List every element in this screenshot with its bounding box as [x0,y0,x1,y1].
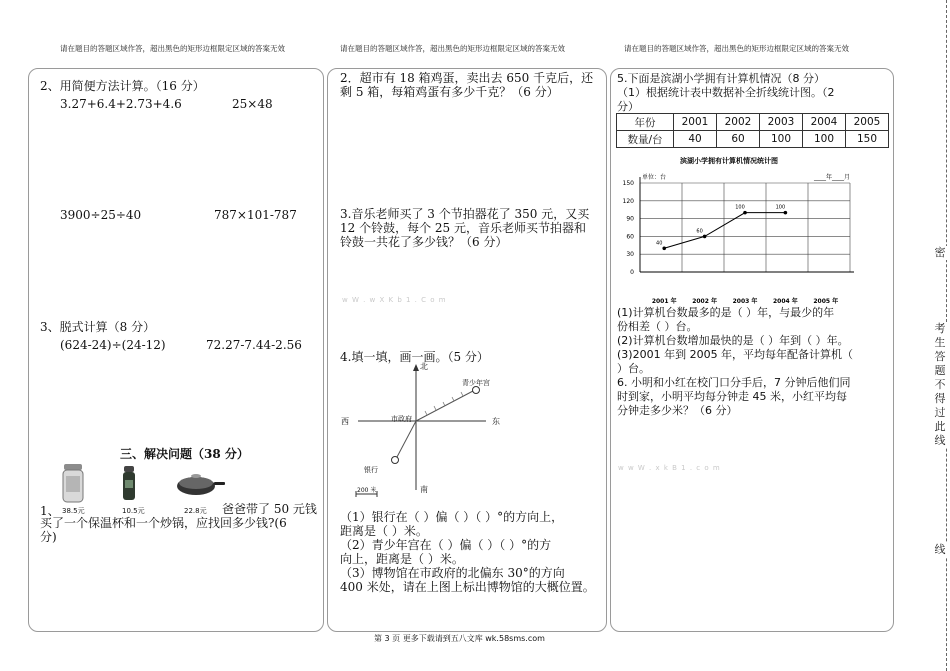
table-cell: 2003 [760,114,803,131]
chart-q1-line1: (1)计算机台数最多的是（ ）年，与最少的年 [617,306,835,319]
chart-q3-line1: (3)2001 年到 2005 年，平均每年配备计算机（ [617,348,854,361]
stats-table [616,113,889,148]
map-label-scale: 200 米 [357,487,377,494]
q3-expr-b: 72.27-7.44-2.56 [206,338,302,352]
chart-x-tick: 2005 年 [813,298,839,305]
chart-x-tick: 2002 年 [692,298,718,305]
chart-y-tick: 120 [622,197,634,205]
palace-ray [416,391,473,421]
p1-line3: 分) [40,530,57,544]
watermark-3: w w W . x k B 1 . c o m [618,464,721,472]
p2-line2: 剩 5 箱，每箱鸡蛋有多少千克？（6 分） [340,85,559,99]
price-thermos: 38.5元 [62,507,85,515]
chart-q1-line2: 份相差（ ）台。 [617,320,698,333]
watermark-2: w W . w X K b 1 . C o m [342,296,447,304]
bank-marker [392,457,399,464]
seal-text: 考生答题不得过此线 [934,322,946,447]
p5-title: 5.下面是滨湖小学拥有计算机情况（8 分） [617,72,825,85]
chart-title: 滨湖小学拥有计算机情况统计图 [680,157,778,165]
table-cell: 2004 [803,114,846,131]
header-note-1: 请在题目的答题区域作答，超出黑色的矩形边框限定区域的答案无效 [60,44,285,53]
map-label-east: 东 [492,417,500,426]
palace-ray-ticks [425,392,463,415]
table-header-count: 数量/台 [617,131,674,148]
table-header-year: 年份 [617,114,674,131]
north-arrow [413,364,419,371]
map-label-south: 南 [420,485,428,494]
p1-line1: 爸爸带了 50 元钱 [222,502,317,516]
chart-series-line [664,213,785,249]
p4-title: 4.填一填，画一画。（5 分） [340,350,489,364]
table-cell: 2005 [846,114,889,131]
chart-y-tick: 90 [626,215,634,223]
map-label-government: 市政府 [391,415,412,423]
p4-q2-line2: 向上，距离是（ ）米。 [340,552,464,566]
table-cell: 40 [674,131,717,148]
chart-x-tick: 2003 年 [732,298,758,305]
p6-line3: 分钟走多少米？（6 分） [617,404,738,417]
q2-expr-d: 787×101-787 [214,208,297,222]
p4-q3-line2: 400 米处，请在上图上标出博物馆的大概位置。 [340,580,595,594]
chart-data-label: 60 [696,228,703,235]
q2-expr-b: 25×48 [232,97,273,111]
chart-q2: (2)计算机台数增加最快的是（ ）年到（ ）年。 [617,334,849,347]
table-row-counts [617,131,889,148]
chart-date-label: ____年____月 [814,174,851,181]
chart-point [703,235,707,239]
page-footer: 第 3 页 更多下载请到五八文库 wk.58sms.com [374,634,545,643]
map-label-north: 北 [420,362,428,371]
seal-char-xian: 线 [934,543,946,556]
table-cell: 150 [846,131,889,148]
map-label-palace: 青少年宫 [462,379,490,387]
chart-y-tick: 60 [626,233,634,241]
chart-y-tick: 0 [630,269,634,276]
header-note-3: 请在题目的答题区域作答，超出黑色的矩形边框限定区域的答案无效 [624,44,849,53]
q2-expr-c: 3900÷25÷40 [60,208,142,222]
thermos-image [58,462,88,504]
chart-point [784,211,788,215]
q2-title: 2、用简便方法计算。（16 分） [40,79,205,93]
chart-x-tick: 2001 年 [651,298,677,305]
p4-q2-line1: （2）青少年宫在（ ）偏（ ）（ ）°的方 [340,538,552,552]
map-label-bank: 银行 [364,466,378,474]
chart-unit-label: 单位：台 [642,174,667,181]
table-row-years [617,114,889,131]
p4-q1-line2: 距离是（ ）米。 [340,524,428,538]
table-cell: 2001 [674,114,717,131]
p6-line2: 时到家，小明平均每分钟走 45 米，小红平均每 [617,390,847,403]
chart-y-tick: 150 [622,180,634,187]
p2-line1: 2．超市有 18 箱鸡蛋，卖出去 650 千克后，还 [340,71,594,85]
p5-q1-line1: （1）根据统计表中数据补全折线统计图。（2 [617,86,835,99]
table-cell: 100 [803,131,846,148]
q2-expr-a: 3.27+6.4+2.73+4.6 [60,97,182,111]
wok-image [174,468,226,498]
chart-x-tick: 2004 年 [772,298,798,305]
bank-ray [397,421,416,457]
map-label-west: 西 [341,417,349,426]
chart-point [743,211,747,215]
p5-q1-line2: 分） [617,100,639,113]
chart-data-label: 100 [735,204,745,211]
cup-image [120,465,138,503]
chart-q3-line2: ）台。 [617,362,650,375]
p1-number: 1、 [40,504,60,518]
chart-data-label: 40 [656,240,663,247]
header-note-2: 请在题目的答题区域作答，超出黑色的矩形边框限定区域的答案无效 [340,44,565,53]
table-cell: 60 [717,131,760,148]
p3-line2: 12 个铃鼓，每个 25 元，音乐老师买节拍器和 [340,221,586,235]
p4-q3-line1: （3）博物馆在市政府的北偏东 30°的方向 [340,566,565,580]
chart-data-label: 100 [775,204,786,211]
p1-line2: 买了一个保温杯和一个炒锅，应找回多少钱?(6 [40,516,287,530]
table-cell: 100 [760,131,803,148]
chart-y-tick: 30 [626,251,634,259]
section3-title: 三、解决问题（38 分） [120,447,249,461]
seal-char-mi: 密 [934,246,946,259]
p6-line1: 6. 小明和小红在校门口分手后，7 分钟后他们同 [617,376,851,389]
price-cup: 10.5元 [122,507,145,515]
table-cell: 2002 [717,114,760,131]
p4-q1-line1: （1）银行在（ ）偏（ ）（ ）°的方向上， [340,510,564,524]
p3-line1: 3.音乐老师买了 3 个节拍器花了 350 元，又买 [340,207,590,221]
line-chart [612,153,882,308]
price-wok: 22.8元 [184,507,207,515]
p3-line3: 铃鼓一共花了多少钱？（6 分） [340,235,508,249]
chart-point [662,246,666,250]
q3-title: 3、脱式计算（8 分） [40,320,156,334]
q3-expr-a: (624-24)÷(24-12) [60,338,166,352]
